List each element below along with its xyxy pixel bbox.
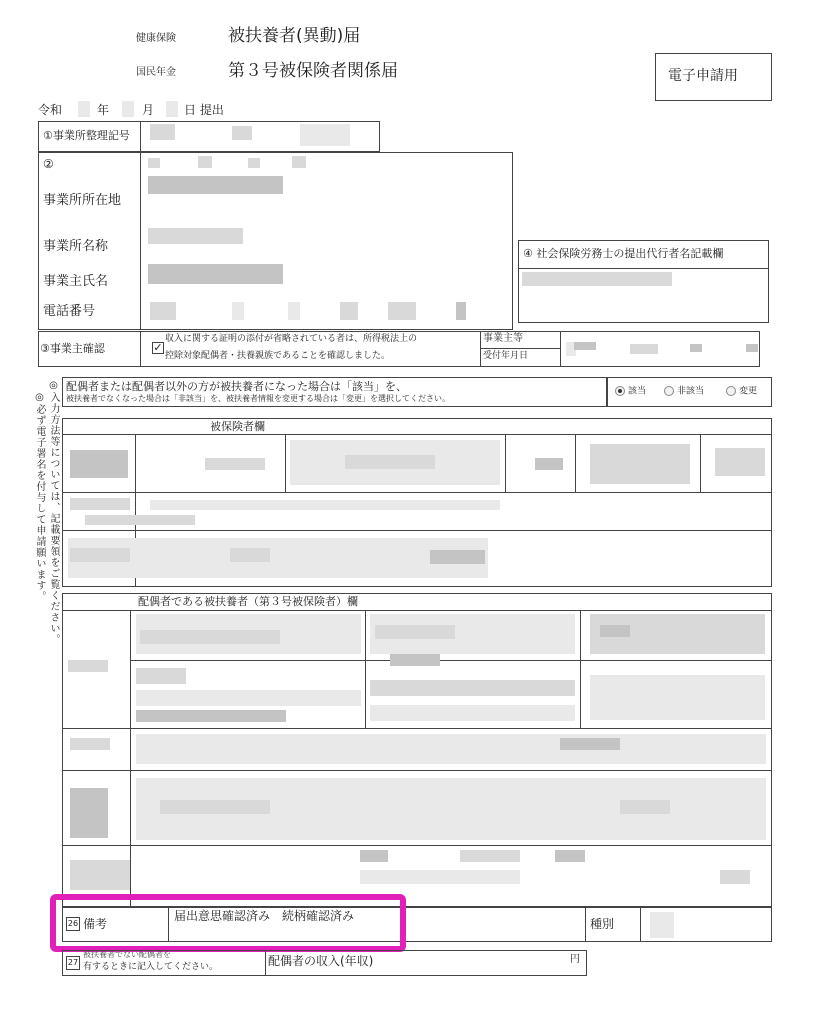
office-owner-label: 事業主氏名 (43, 274, 109, 289)
redacted-insured (150, 500, 500, 510)
insured-section-title: 被保険者欄 (210, 420, 265, 433)
spouse-question-line2: 被扶養者でなくなった場合は「非該当」を、被扶養者情報を変更する場合は「変更」を選択してください。 (66, 394, 450, 403)
redacted-insured (70, 498, 130, 510)
redacted-month (122, 101, 134, 117)
redacted-spouse (620, 800, 670, 814)
redacted-year (78, 101, 90, 117)
redacted-insured (205, 458, 265, 470)
side-note-line2: ◎必ず電子署名を付与して申請願います。 (34, 392, 45, 602)
kenko-label: 健康保険 (136, 33, 176, 44)
divider (560, 331, 561, 367)
date-day: 日 提出 (184, 103, 224, 117)
highlight-annotation (50, 894, 406, 952)
date-month: 月 (142, 103, 155, 117)
income-note-line1: 被扶養者でない配偶者を (83, 950, 171, 959)
redacted-spouse (68, 660, 108, 672)
divider (585, 907, 586, 942)
spouse-section-title: 配偶者である被扶養者（第３号被保険者）欄 (138, 595, 358, 608)
radio-on-icon (615, 386, 625, 396)
office-name-label: 事業所名称 (43, 239, 109, 254)
income-unit: 円 (570, 954, 580, 965)
radio-off-icon (726, 386, 736, 396)
redacted-phone (456, 302, 466, 320)
date-era: 令和 (38, 103, 63, 117)
redacted-phone (150, 302, 176, 320)
divider (62, 728, 772, 729)
redacted-received-date (630, 344, 658, 354)
redacted-spouse (370, 705, 575, 721)
office-number-label: ①事業所整理記号 (43, 129, 130, 142)
redacted-spouse (70, 738, 110, 750)
radio-option-gaitou[interactable] (615, 386, 646, 397)
divider (505, 434, 506, 492)
received-label2: 受付年月日 (483, 351, 529, 361)
divider (62, 770, 772, 771)
redacted-address (248, 158, 260, 168)
redacted-phone (388, 302, 416, 320)
redacted-address (198, 156, 212, 168)
radio-option-label: 非該当 (677, 386, 705, 397)
electronic-label: 電子申請用 (668, 68, 738, 84)
divider (62, 492, 772, 493)
radio-option-label: 該当 (628, 386, 647, 397)
redacted-insured (535, 458, 563, 470)
redacted-address (148, 158, 160, 168)
redacted-insured (590, 444, 690, 484)
confirm-text-line1: 収入に関する証明の添付が省略されている者は、所得税法上の (165, 334, 418, 344)
redacted-sharoushi (522, 272, 672, 286)
redacted-spouse (560, 738, 620, 750)
redacted-address (148, 176, 283, 194)
divider (62, 434, 772, 435)
office-address-label: 事業所所在地 (43, 193, 122, 208)
sharoushi-label: ④ 社会保険労務士の提出代行者名記載欄 (523, 247, 724, 260)
divider (140, 331, 141, 367)
redacted-spouse (136, 734, 766, 764)
divider (575, 434, 576, 492)
divider (285, 434, 286, 492)
redacted-spouse (140, 630, 280, 644)
redacted-spouse (136, 690, 361, 706)
radio-option-label: 変更 (739, 386, 758, 397)
confirm-text-line2: 控除対象配偶者・扶養親族であることを確認しました。 (165, 351, 391, 361)
redacted-spouse (600, 625, 630, 637)
redacted-spouse (555, 850, 585, 862)
redacted-spouse (460, 850, 520, 862)
redacted-insured (230, 548, 270, 562)
redacted-insured (430, 550, 485, 564)
employer-confirm-checkbox[interactable]: ✓ (153, 341, 163, 354)
redacted-phone (288, 302, 300, 320)
redacted-address (292, 156, 306, 168)
redacted-spouse (390, 654, 440, 666)
redacted-received-date (746, 344, 758, 352)
redacted-office-number (232, 126, 252, 140)
divider (265, 950, 266, 976)
divider (62, 610, 772, 611)
redacted-insured (68, 538, 488, 578)
redacted-received-date (690, 344, 702, 352)
redacted-spouse (370, 680, 575, 696)
employer-confirm-label: ③事業主確認 (40, 342, 105, 355)
redacted-spouse (720, 870, 750, 884)
redacted-owner-name (148, 264, 283, 284)
divider (580, 610, 581, 728)
redacted-insured (345, 455, 435, 469)
office-phone-label: 電話番号 (43, 304, 96, 319)
redacted-received-date (574, 342, 596, 350)
redacted-type (650, 912, 674, 938)
electronic-box (655, 53, 772, 101)
remarks-number: 26 (66, 917, 80, 931)
income-number: 27 (66, 956, 80, 970)
redacted-spouse (360, 850, 388, 862)
remarks-label: 備考 (83, 917, 108, 931)
divider (640, 907, 641, 942)
redacted-insured (70, 548, 130, 562)
divider (518, 268, 769, 269)
type-label: 種別 (590, 917, 615, 931)
redacted-spouse (160, 800, 270, 814)
redacted-spouse (375, 625, 455, 639)
date-year: 年 (97, 103, 110, 117)
divider (480, 348, 560, 349)
redacted-office-number (150, 124, 175, 140)
divider (62, 845, 772, 846)
divider (140, 121, 141, 152)
office-circle2-label: ② (43, 157, 54, 171)
divider (62, 530, 772, 531)
redacted-spouse (136, 668, 186, 684)
redacted-insured (85, 515, 195, 525)
redacted-spouse (590, 675, 765, 720)
income-label: 配偶者の収入(年収) (268, 954, 374, 968)
divider (130, 660, 772, 661)
redacted-spouse (70, 788, 108, 838)
form-title-line1: 被扶養者(異動)届 (228, 26, 361, 46)
radio-off-icon (664, 386, 674, 396)
divider (480, 331, 481, 367)
side-note-line1: ◎入力方法等については、記載要領をご覧ください。 (48, 380, 59, 645)
redacted-spouse (70, 860, 130, 890)
redacted-spouse (136, 710, 286, 722)
radio-option-higaitou[interactable] (664, 386, 704, 397)
redacted-phone (232, 302, 244, 320)
divider (140, 152, 141, 330)
remarks-content[interactable]: 届出意思確認済み 続柄確認済み (174, 909, 355, 923)
divider (365, 610, 366, 728)
kokumin-label: 国民年金 (136, 67, 176, 78)
redacted-day (166, 101, 178, 117)
received-label1: 事業主等 (483, 333, 523, 344)
income-note-line2: 有するときに記入してください。 (83, 962, 219, 972)
form-title-line2: 第３号被保険者関係届 (228, 61, 398, 81)
divider (130, 610, 131, 907)
radio-option-henkou[interactable] (726, 386, 757, 397)
redacted-insured (70, 450, 128, 478)
spouse-question-line1: 配偶者または配偶者以外の方が被扶養者になった場合は「該当」を、 (66, 380, 407, 393)
redacted-office-name (148, 228, 243, 244)
redacted-spouse (360, 870, 520, 884)
redacted-phone (340, 302, 358, 320)
redacted-insured (715, 448, 765, 476)
divider (700, 434, 701, 492)
redacted-office-number (300, 124, 350, 146)
